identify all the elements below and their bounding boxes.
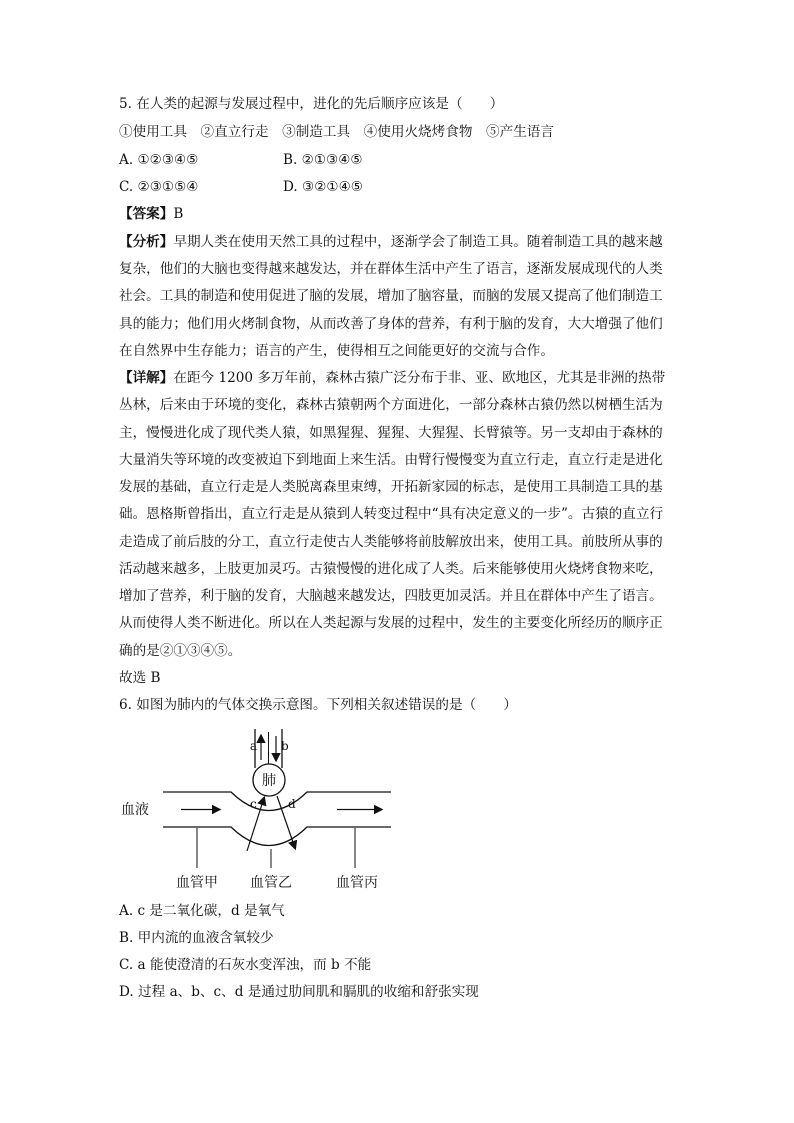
detail-line-5: 发展的基础，直立行走是人类脱离森里束缚，开拓新家园的标志，是使用工具制造工具的基 xyxy=(119,479,663,495)
gas-exchange-diagram xyxy=(119,724,419,899)
analysis-line-3: 社会。工具的制造和使用促进了脑的发展，增加了脑容量，而脑的发展又提高了他们制造工 xyxy=(119,288,663,304)
label-blood: 血液 xyxy=(121,802,149,818)
detail-line-6: 础。恩格斯曾指出，直立行走是从猿到人转变过程中“具有决定意义的一步”。古猿的直立行 xyxy=(119,506,664,522)
q5-option-b: B. ②①③④⑤ xyxy=(283,152,363,168)
analysis-line-4: 具的能力；他们用火烤制食物，从而改善了身体的营养，有利于脑的发育，大大增强了他们 xyxy=(119,316,663,332)
label-a: a xyxy=(249,739,257,753)
label-c: c xyxy=(250,797,257,811)
q5-option-a: A. ①②③④⑤ xyxy=(119,152,199,168)
q5-conclusion: 故选 B xyxy=(119,670,161,686)
detail-text: 在距今 1200 多万年前，森林古猿广泛分布于非、亚、欧地区，尤其是非洲的热带 xyxy=(173,370,666,386)
q5-option-c: C. ②③①⑤④ xyxy=(119,179,199,195)
detail-line-7: 走造成了前后肢的分工，直立行走使古人类能够将前肢解放出来，使用工具。前肢所从事的 xyxy=(119,534,663,550)
analysis-line-5: 在自然界中生存能力；语言的产生，使得相互之间能更好的交流与合作。 xyxy=(119,343,554,359)
detail-line-8: 活动越来越多，上肢更加灵巧。古猿慢慢的进化成了人类。后来能够使用火烧烤食物来吃， xyxy=(119,561,663,577)
analysis-line-1 xyxy=(119,234,663,250)
label-b: b xyxy=(281,739,289,753)
q5-items: ①使用工具 ②直立行走 ③制造工具 ④使用火烧烤食物 ⑤产生语言 xyxy=(119,124,554,140)
detail-line-11: 确的是②①③④⑤。 xyxy=(119,643,242,659)
detail-line-2: 丛林，后来由于环境的变化，森林古猿朝两个方面进化，一部分森林古猿仍然以树栖生活为 xyxy=(119,397,663,413)
label-vessel-2: 血管乙 xyxy=(250,875,292,891)
q5-answer-line xyxy=(119,206,183,222)
answer-tag: 【答案】 xyxy=(119,206,174,222)
analysis-text: 早期人类在使用天然工具的过程中，逐渐学会了制造工具。随着制造工具的越来越 xyxy=(173,234,663,250)
analysis-tag: 【分析】 xyxy=(119,234,174,250)
q5-option-d: D. ③②①④⑤ xyxy=(283,179,363,195)
label-vessel-3: 血管丙 xyxy=(336,875,378,891)
q6-stem: 6. 如图为肺内的气体交换示意图。下列相关叙述错误的是（ ） xyxy=(119,697,517,713)
detail-line-10: 从而使得人类不断进化。所以在人类起源与发展的过程中，发生的主要变化所经历的顺序正 xyxy=(119,615,663,631)
q6-option-a: A. c 是二氧化碳，d 是氧气 xyxy=(119,903,285,919)
label-lung: 肺 xyxy=(262,773,276,789)
detail-tag: 【详解】 xyxy=(119,370,174,386)
q6-option-c: C. a 能使澄清的石灰水变浑浊，而 b 不能 xyxy=(119,957,372,973)
q5-stem: 5. 在人类的起源与发展过程中，进化的先后顺序应该是（ ） xyxy=(119,96,504,112)
vessel-upper-wall xyxy=(163,792,391,811)
label-vessel-1: 血管甲 xyxy=(176,875,218,891)
q6-option-b: B. 甲内流的血液含氧较少 xyxy=(119,930,274,946)
detail-line-4: 大量消失等环境的改变被迫下到地面上来生活。由臂行慢慢变为直立行走，直立行走是进化 xyxy=(119,452,663,468)
analysis-line-2: 复杂，他们的大脑也变得越来越发达，并在群体生活中产生了语言，逐渐发展成现代的人类 xyxy=(119,261,663,277)
label-d: d xyxy=(288,797,296,811)
detail-line-9: 增加了营养，利于脑的发育，大脑越来越发达，四肢更加灵活。并且在群体中产生了语言。 xyxy=(119,588,663,604)
detail-line-1 xyxy=(119,370,665,386)
detail-line-3: 主，慢慢进化成了现代类人猿，如黑猩猩、猩猩、大猩猩、长臂猿等。另一支却由于森林的 xyxy=(119,425,663,441)
answer-value: B xyxy=(173,206,184,222)
q6-option-d: D. 过程 a、b、c、d 是通过肋间肌和膈肌的收缩和舒张实现 xyxy=(119,984,479,1000)
